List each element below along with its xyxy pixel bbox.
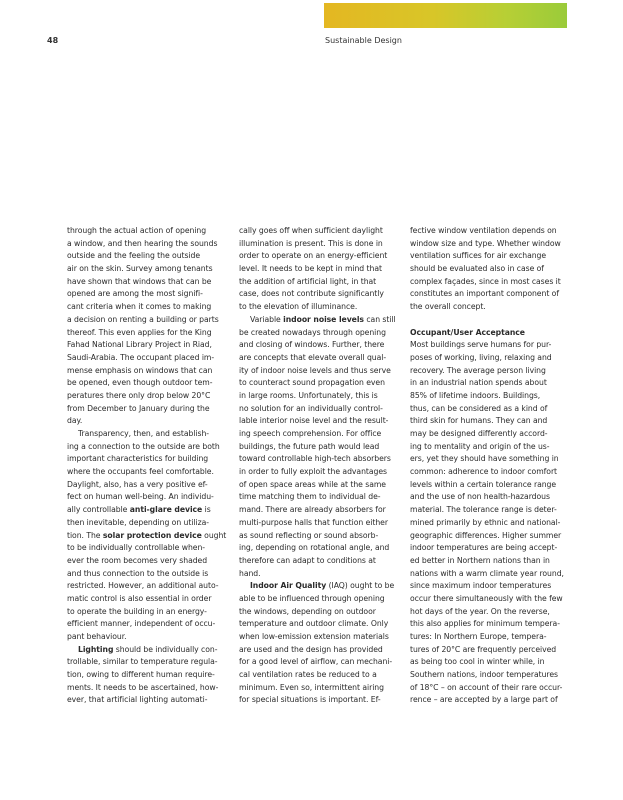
text-line xyxy=(239,593,399,606)
text-segment: fect on human well-being. An individu- xyxy=(67,492,214,502)
text-line xyxy=(410,339,570,352)
text-line xyxy=(410,403,570,416)
text-line xyxy=(410,580,570,593)
text-line xyxy=(67,568,227,581)
text-line xyxy=(410,441,570,454)
text-segment: fective window ventilation depends on xyxy=(410,226,557,235)
text-segment: geographic differences. Higher summer xyxy=(410,530,562,540)
text-line xyxy=(410,250,570,263)
text-column-1 xyxy=(67,225,227,707)
text-column-3 xyxy=(410,225,570,707)
text-segment: ing a connection to the outside are both xyxy=(67,441,220,451)
text-line xyxy=(67,631,227,644)
text-segment: common: adherence to indoor comfort xyxy=(410,467,558,477)
text-line xyxy=(67,390,227,403)
text-segment: from December to January during the xyxy=(67,403,210,413)
text-segment: cal ventilation rates be reduced to a xyxy=(239,670,377,680)
text-line xyxy=(410,530,570,543)
text-line xyxy=(239,694,399,707)
text-line xyxy=(410,555,570,568)
text-line xyxy=(67,479,227,492)
text-segment: minimum. Even so, intermittent airing xyxy=(239,682,384,692)
text-line xyxy=(410,618,570,631)
text-segment: (IAQ) ought to be xyxy=(326,581,395,591)
text-segment: of open space areas while at the same xyxy=(239,479,386,489)
text-segment: day. xyxy=(67,416,83,426)
text-segment: as being too cool in winter while, in xyxy=(410,657,545,667)
text-line xyxy=(67,327,227,340)
text-line xyxy=(239,250,399,263)
text-line xyxy=(239,606,399,619)
text-line xyxy=(239,517,399,530)
text-segment: of 18°C – on account of their rare occur- xyxy=(410,682,563,692)
text-segment: indoor temperatures are being accept- xyxy=(410,543,558,553)
text-line xyxy=(67,555,227,568)
text-line xyxy=(239,327,399,340)
text-line xyxy=(239,225,399,238)
text-segment: tures: In Northern Europe, tempera- xyxy=(410,632,547,641)
text-line xyxy=(67,682,227,695)
text-line xyxy=(67,656,227,669)
text-segment: thus, can be considered as a kind of xyxy=(410,403,548,413)
text-line xyxy=(410,415,570,428)
text-segment: material. The tolerance range is deter- xyxy=(410,505,557,515)
text-segment: trollable, similar to temperature regula- xyxy=(67,657,218,667)
text-segment: have shown that windows that can be xyxy=(67,276,212,286)
text-segment: where the occupants feel comfortable. xyxy=(67,467,214,477)
text-segment: window size and type. Whether window xyxy=(410,238,561,248)
text-line xyxy=(67,530,227,543)
text-segment: Southern nations, indoor temperatures xyxy=(410,670,558,680)
text-segment: and thus connection to the outside is xyxy=(67,568,209,578)
text-line xyxy=(239,682,399,695)
text-line xyxy=(239,276,399,289)
text-line xyxy=(239,568,399,581)
text-line xyxy=(410,390,570,403)
text-line xyxy=(67,542,227,555)
text-segment: able to be influenced through opening xyxy=(239,593,385,603)
text-line xyxy=(410,694,570,707)
text-segment: ing to mentality and origin of the us- xyxy=(410,441,550,451)
text-segment: occur there simultaneously with the few xyxy=(410,593,563,603)
text-segment: a decision on renting a building or parts xyxy=(67,314,219,324)
text-segment: in order to fully exploit the advantages xyxy=(239,467,387,477)
text-segment: no solution for an individually control- xyxy=(239,403,383,413)
text-segment: is xyxy=(202,505,211,515)
text-line xyxy=(239,301,399,314)
text-segment: and the use of non health-hazardous xyxy=(410,492,550,502)
text-line xyxy=(410,288,570,301)
text-line xyxy=(67,263,227,276)
text-segment: ing speech comprehension. For office xyxy=(239,429,382,438)
text-line xyxy=(410,466,570,479)
text-line xyxy=(239,263,399,276)
text-line xyxy=(67,618,227,631)
text-segment: Fahad National Library Project in Riad, xyxy=(67,340,212,350)
text-line xyxy=(410,568,570,581)
text-line xyxy=(410,428,570,441)
text-line xyxy=(239,618,399,631)
text-segment: 85% of lifetime indoors. Buildings, xyxy=(410,390,541,400)
text-segment: are used and the design has provided xyxy=(239,644,383,654)
text-line xyxy=(67,377,227,390)
text-line xyxy=(67,365,227,378)
text-line xyxy=(239,530,399,543)
text-line xyxy=(410,377,570,390)
text-column-2 xyxy=(239,225,399,707)
text-segment: in large rooms. Unfortunately, this is xyxy=(239,390,378,400)
text-line xyxy=(239,390,399,403)
text-line xyxy=(239,479,399,492)
text-segment: ever, that artificial lighting automati- xyxy=(67,695,208,705)
text-line xyxy=(239,644,399,657)
text-line xyxy=(239,580,399,593)
text-line xyxy=(67,225,227,238)
heading-text: Occupant/User Acceptance xyxy=(410,327,525,337)
text-segment: nations with a warm climate year round, xyxy=(410,568,564,578)
text-segment: may be designed differently accord- xyxy=(410,429,548,438)
text-line xyxy=(67,238,227,251)
text-line xyxy=(239,314,399,327)
text-segment: matic control is also essential in order xyxy=(67,593,212,603)
section-heading xyxy=(410,327,570,340)
text-line xyxy=(410,504,570,517)
text-line xyxy=(239,491,399,504)
text-segment: since maximum indoor temperatures xyxy=(410,581,552,591)
text-segment: ing, depending on rotational angle, and xyxy=(239,543,390,553)
text-line xyxy=(239,428,399,441)
text-line xyxy=(239,466,399,479)
text-segment: should be individually con- xyxy=(113,644,218,654)
text-segment: levels within a certain tolerance range xyxy=(410,479,557,489)
text-line xyxy=(239,542,399,555)
text-segment: cally goes off when sufficient daylight xyxy=(239,226,383,235)
text-segment: cant criteria when it comes to making xyxy=(67,302,212,312)
text-line xyxy=(239,377,399,390)
text-segment: for special situations is important. Ef- xyxy=(239,695,381,705)
text-segment: ments. It needs to be ascertained, how- xyxy=(67,682,219,692)
text-segment: Most buildings serve humans for pur- xyxy=(410,340,552,350)
text-segment: the windows, depending on outdoor xyxy=(239,606,376,616)
text-segment: Variable xyxy=(250,314,284,324)
text-line xyxy=(239,288,399,301)
text-segment: rence – are accepted by a large part of xyxy=(410,695,558,705)
text-line xyxy=(67,593,227,606)
text-line xyxy=(410,669,570,682)
header-color-band xyxy=(324,3,567,28)
text-line xyxy=(410,453,570,466)
text-line xyxy=(410,644,570,657)
paragraph-gap xyxy=(410,314,570,327)
text-line xyxy=(410,365,570,378)
text-segment: through the actual action of opening xyxy=(67,226,207,235)
text-line xyxy=(239,453,399,466)
text-line xyxy=(410,276,570,289)
text-segment: to the elevation of illuminance. xyxy=(239,302,358,312)
text-line xyxy=(67,339,227,352)
text-segment: tion, owing to different human require- xyxy=(67,670,215,680)
text-segment: third skin for humans. They can and xyxy=(410,416,548,426)
bold-term: anti-glare device xyxy=(129,505,203,515)
text-line xyxy=(410,225,570,238)
text-line xyxy=(239,504,399,517)
text-segment: hot days of the year. On the reverse, xyxy=(410,606,550,616)
text-segment: ought xyxy=(201,530,227,540)
running-title: Sustainable Design xyxy=(325,36,402,45)
text-line xyxy=(410,491,570,504)
text-segment: opened are among the most signifi- xyxy=(67,289,203,299)
text-segment: temperature and outdoor climate. Only xyxy=(239,619,389,629)
text-segment: tion. The xyxy=(67,530,103,540)
text-line xyxy=(67,352,227,365)
text-segment: poses of working, living, relaxing and xyxy=(410,352,552,362)
text-segment: then inevitable, depending on utiliza- xyxy=(67,517,209,527)
text-line xyxy=(67,288,227,301)
text-line xyxy=(67,403,227,416)
text-segment: illumination is present. This is done in xyxy=(239,238,383,248)
text-line xyxy=(67,466,227,479)
text-segment: pant behaviour. xyxy=(67,632,127,641)
text-line xyxy=(67,669,227,682)
text-line xyxy=(67,504,227,517)
text-line xyxy=(410,682,570,695)
text-line xyxy=(67,415,227,428)
text-line xyxy=(239,365,399,378)
text-segment: ventilation suffices for air exchange xyxy=(410,251,547,261)
text-segment: for a good level of airflow, can mechani- xyxy=(239,657,393,667)
text-segment: are concepts that elevate overall qual- xyxy=(239,352,387,362)
text-segment: ed better in Northern nations than in xyxy=(410,555,550,565)
text-segment: this also applies for minimum tempera- xyxy=(410,619,560,629)
text-line xyxy=(67,694,227,707)
text-line xyxy=(239,415,399,428)
text-line xyxy=(239,403,399,416)
text-line xyxy=(67,606,227,619)
text-line xyxy=(239,352,399,365)
text-segment: constitutes an important component of xyxy=(410,289,559,299)
text-segment: important characteristics for building xyxy=(67,454,209,464)
text-segment: and closing of windows. Further, there xyxy=(239,340,385,350)
text-segment: order to operate on an energy-efficient xyxy=(239,251,388,261)
text-line xyxy=(239,339,399,352)
text-line xyxy=(67,276,227,289)
text-segment: be created nowadays through opening xyxy=(239,327,386,337)
text-line xyxy=(67,314,227,327)
text-segment: air on the skin. Survey among tenants xyxy=(67,264,213,274)
text-segment: time matching them to individual de- xyxy=(239,492,381,502)
text-line xyxy=(410,656,570,669)
text-line xyxy=(239,555,399,568)
text-line xyxy=(410,631,570,644)
text-line xyxy=(67,644,227,657)
text-line xyxy=(239,238,399,251)
text-line xyxy=(410,606,570,619)
text-line xyxy=(67,453,227,466)
text-segment: restricted. However, an additional auto- xyxy=(67,581,219,591)
text-segment: lable interior noise level and the result- xyxy=(239,416,389,426)
text-segment: outside and the feeling the outside xyxy=(67,251,201,261)
bold-term: Indoor Air Quality xyxy=(250,581,327,591)
text-segment: efficient manner, independent of occu- xyxy=(67,619,216,629)
text-segment: recovery. The average person living xyxy=(410,365,546,375)
text-segment: in an industrial nation spends about xyxy=(410,378,547,388)
text-line xyxy=(67,580,227,593)
text-segment: ally controllable xyxy=(67,505,130,515)
text-line xyxy=(67,301,227,314)
page-number: 48 xyxy=(47,36,59,45)
text-segment: case, does not contribute significantly xyxy=(239,289,384,299)
text-segment: complex façades, since in most cases it xyxy=(410,276,561,286)
bold-term: indoor noise levels xyxy=(283,314,364,324)
text-segment: mined primarily by ethnic and national- xyxy=(410,517,561,527)
text-segment: ever the room becomes very shaded xyxy=(67,555,208,565)
text-line xyxy=(410,593,570,606)
text-segment: to be individually controllable when- xyxy=(67,543,206,553)
text-segment: can still xyxy=(363,314,396,324)
text-segment: should be evaluated also in case of xyxy=(410,264,544,274)
text-segment: a window, and then hearing the sounds xyxy=(67,238,218,248)
text-segment: tures of 20°C are frequently perceived xyxy=(410,644,557,654)
text-line xyxy=(239,441,399,454)
text-line xyxy=(410,479,570,492)
text-segment: to operate the building in an energy- xyxy=(67,606,207,616)
text-segment: when low-emission extension materials xyxy=(239,632,389,641)
text-segment: be opened, even though outdoor tem- xyxy=(67,378,213,388)
text-segment: peratures there only drop below 20°C xyxy=(67,390,211,400)
text-segment: therefore can adapt to conditions at xyxy=(239,555,376,565)
text-segment: ity of indoor noise levels and thus serve xyxy=(239,365,391,375)
bold-term: Lighting xyxy=(78,644,114,654)
text-line xyxy=(67,517,227,530)
text-line xyxy=(239,656,399,669)
text-segment: ers, yet they should have something in xyxy=(410,454,559,464)
text-segment: Transparency, then, and establish- xyxy=(78,429,210,438)
text-segment: multi-purpose halls that function either xyxy=(239,517,388,527)
text-line xyxy=(410,238,570,251)
text-segment: Saudi-Arabia. The occupant placed im- xyxy=(67,352,215,362)
text-segment: hand. xyxy=(239,568,261,578)
text-line xyxy=(410,517,570,530)
text-segment: mand. There are already absorbers for xyxy=(239,505,386,515)
text-line xyxy=(239,631,399,644)
text-line xyxy=(67,441,227,454)
text-segment: Daylight, also, has a very positive ef- xyxy=(67,479,208,489)
text-line xyxy=(67,491,227,504)
text-segment: the addition of artificial light, in that xyxy=(239,276,377,286)
text-line xyxy=(67,250,227,263)
text-segment: mense emphasis on windows that can xyxy=(67,365,213,375)
text-segment: buildings, the future path would lead xyxy=(239,441,380,451)
text-line xyxy=(410,301,570,314)
text-line xyxy=(67,428,227,441)
text-line xyxy=(410,542,570,555)
bold-term: solar protection device xyxy=(102,530,202,540)
text-segment: to counteract sound propagation even xyxy=(239,378,385,388)
text-segment: thereof. This even applies for the King xyxy=(67,327,212,337)
text-line xyxy=(410,263,570,276)
text-segment: as sound reflecting or sound absorb- xyxy=(239,530,379,540)
text-line xyxy=(410,352,570,365)
text-segment: level. It needs to be kept in mind that xyxy=(239,264,382,274)
text-segment: toward controllable high-tech absorbers xyxy=(239,454,391,464)
text-segment: the overall concept. xyxy=(410,302,486,312)
text-line xyxy=(239,669,399,682)
